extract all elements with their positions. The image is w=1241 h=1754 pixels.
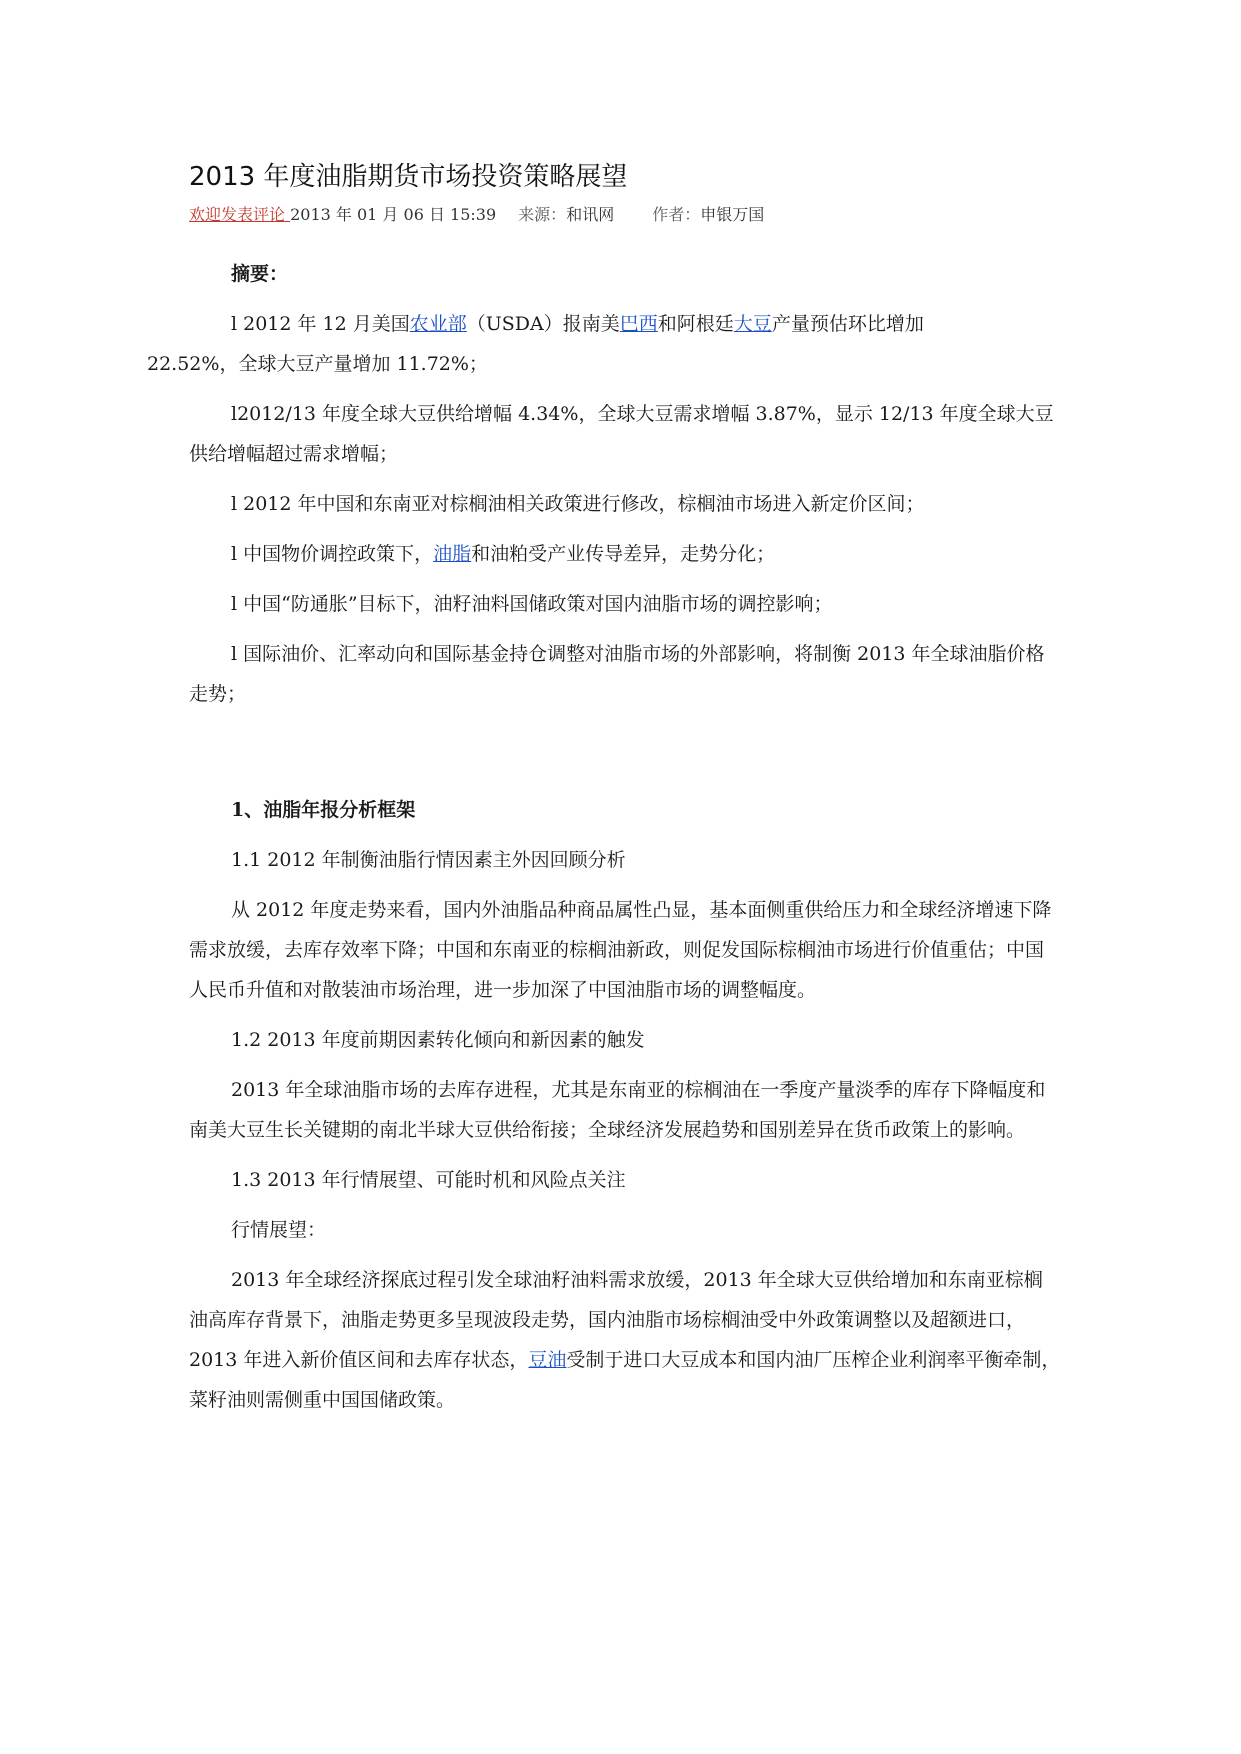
summary-bullet: l 2012 年中国和东南亚对棕榈油相关政策进行修改，棕榈油市场进入新定价区间；	[231, 493, 925, 515]
body-paragraph: 2013 年全球油脂市场的去库存进程，尤其是东南亚的棕榈油在一季度产量淡季的库存下降幅度和南美大豆生长关键期的南北半球大豆供给衔接；全球经济发展趋势和国别差异在货币政策上的影响。	[189, 1079, 1046, 1141]
bullet-text: （USDA）报南美	[466, 313, 620, 335]
body-text: 2013 年全球经济探底过程引发全球油籽油料需求放缓，2013 年全球大豆供给增加和东南亚棕榈油高库存背景下，油脂走势更多呈现波段走势，国内油脂市场棕榈油受中外政策调整以及超额进口，2013 年进入新价值区间和去库存状态，	[189, 1269, 1043, 1371]
bullet-text: 22.52%，全球大豆产量增加 11.72%；	[147, 353, 488, 375]
source-label: 来源：	[518, 205, 567, 224]
link-usda[interactable]: 农业部	[409, 313, 467, 335]
summary-bullet: l 中国“防通胀”目标下，油籽油料国储政策对国内油脂市场的调控影响；	[231, 593, 833, 615]
source-value: 和讯网	[566, 205, 615, 224]
subsection-title: 1.2 2013 年度前期因素转化倾向和新因素的触发	[231, 1029, 645, 1051]
bullet-text: 产量预估环比增加	[771, 313, 924, 335]
summary-bullet	[189, 534, 1061, 574]
subsection-title: 1.1 2012 年制衡油脂行情因素主外因回顾分析	[231, 849, 626, 871]
body-paragraph	[189, 1260, 1061, 1420]
publish-datetime: 2013 年 01 月 06 日 15:39	[290, 205, 497, 224]
article-title: 2013 年度油脂期货市场投资策略展望	[189, 162, 628, 192]
bullet-text: 和阿根廷	[657, 313, 734, 335]
subsection-title: 1.3 2013 年行情展望、可能时机和风险点关注	[231, 1169, 626, 1191]
outlook-label: 行情展望：	[231, 1219, 327, 1241]
link-oils[interactable]: 油脂	[433, 543, 472, 565]
bullet-text: l 中国物价调控政策下，	[231, 543, 434, 565]
link-brazil[interactable]: 巴西	[619, 313, 658, 335]
body-text: 受制于进口大豆成本和国内油厂压榨企业利润率平衡牵制，菜籽油则需侧重中国国储政策。	[189, 1349, 1061, 1411]
author-label: 作者：	[652, 205, 701, 224]
bullet-text: 和油粕受产业传导差异，走势分化；	[471, 543, 776, 565]
link-soybean[interactable]: 大豆	[733, 313, 772, 335]
author-value: 申银万国	[700, 205, 765, 224]
link-soybean-oil[interactable]: 豆油	[528, 1349, 567, 1371]
summary-bullet	[147, 304, 1061, 384]
summary-heading: 摘要：	[231, 263, 289, 285]
summary-bullet: l 国际油价、汇率动向和国际基金持仓调整对油脂市场的外部影响，将制衡 2013 年全球油脂价格走势；	[189, 643, 1045, 705]
article-meta	[189, 204, 1061, 226]
comment-link[interactable]: 欢迎发表评论	[189, 205, 291, 224]
body-paragraph: 从 2012 年度走势来看，国内外油脂品种商品属性凸显，基本面侧重供给压力和全球经济增速下降需求放缓，去库存效率下降；中国和东南亚的棕榈油新政，则促发国际棕榈油市场进行价值重估；中国人民币升值和对散装油市场治理，进一步加深了中国油脂市场的调整幅度。	[189, 899, 1052, 1001]
section-heading: 1、油脂年报分析框架	[231, 799, 416, 821]
bullet-text: l 2012 年 12 月美国	[231, 313, 410, 335]
summary-bullet: l2012/13 年度全球大豆供给增幅 4.34%，全球大豆需求增幅 3.87%，显示 12/13 年度全球大豆供给增幅超过需求增幅；	[189, 403, 1054, 465]
article	[147, 160, 1061, 1420]
